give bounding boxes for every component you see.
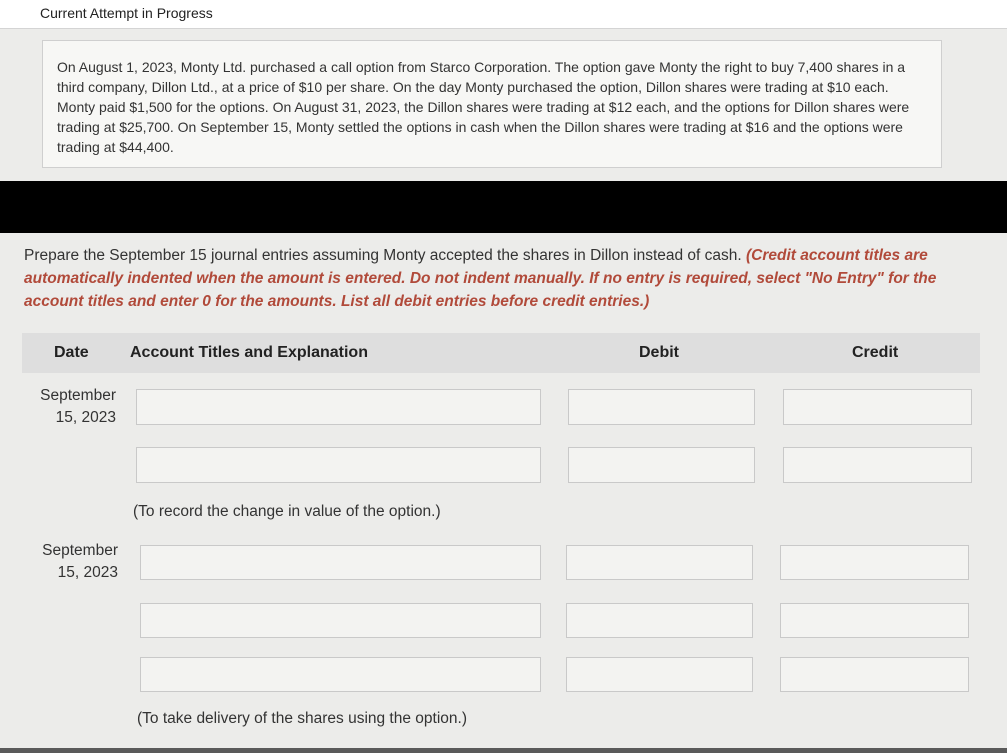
debit-amount-input[interactable] [566,657,753,692]
entry-date [32,540,118,584]
column-header-debit: Debit [639,344,679,361]
account-title-input[interactable] [136,389,541,425]
entry-date [30,385,116,429]
instruction-emphasis-text: (Credit account titles are automatically indented when the amount is entered. Do not indent manually. If no entry is required, select "No Entry" for the account titles and enter 0 for the amounts. List all debit entries before credit entries.) [24,247,937,310]
journal-table-header [22,333,980,373]
attempt-header [0,0,1007,29]
credit-amount-input[interactable] [783,389,972,425]
debit-amount-input[interactable] [568,389,755,425]
redacted-area [0,181,1007,233]
account-title-input[interactable] [140,603,541,638]
entry-explanation: (To record the change in value of the option.) [133,503,441,520]
credit-amount-input[interactable] [783,447,972,483]
column-header-credit: Credit [852,344,899,361]
problem-statement-text: On August 1, 2023, Monty Ltd. purchased a call option from Starco Corporation. The option gave Monty the right to buy 7,400 shares in a third company, Dillon Ltd., at a price of $10 per share. On the day Monty purchased the option, Dillon shares were trading at $10 each. Monty paid $1,500 for the options. On August 31, 2023, the Dillon shares were trading at $12 each, and the options for Dillon shares were trading at $25,700. On September 15, Monty settled the options in cash when the Dillon shares were trading at $16 and the options were trading at $44,400. [57,59,910,155]
column-header-date: Date [54,344,89,361]
credit-amount-input[interactable] [780,545,969,580]
debit-amount-input[interactable] [566,545,753,580]
entry-date-month: September [42,542,118,559]
credit-amount-input[interactable] [780,657,969,692]
question-instruction [24,244,984,313]
account-title-input[interactable] [136,447,541,483]
column-header-account: Account Titles and Explanation [130,344,368,361]
debit-amount-input[interactable] [568,447,755,483]
account-title-input[interactable] [140,657,541,692]
entry-date-day-year: 15, 2023 [57,564,118,581]
entry-explanation: (To take delivery of the shares using the option.) [137,710,467,727]
entry-date-month: September [40,387,116,404]
account-title-input[interactable] [140,545,541,580]
attempt-status-text: Current Attempt in Progress [40,5,213,21]
credit-amount-input[interactable] [780,603,969,638]
problem-statement-box [42,40,942,168]
entry-date-day-year: 15, 2023 [55,409,116,426]
instruction-main-text: Prepare the September 15 journal entries assuming Monty accepted the shares in Dillon instead of cash. [24,247,747,264]
bottom-edge [0,748,1007,753]
debit-amount-input[interactable] [566,603,753,638]
